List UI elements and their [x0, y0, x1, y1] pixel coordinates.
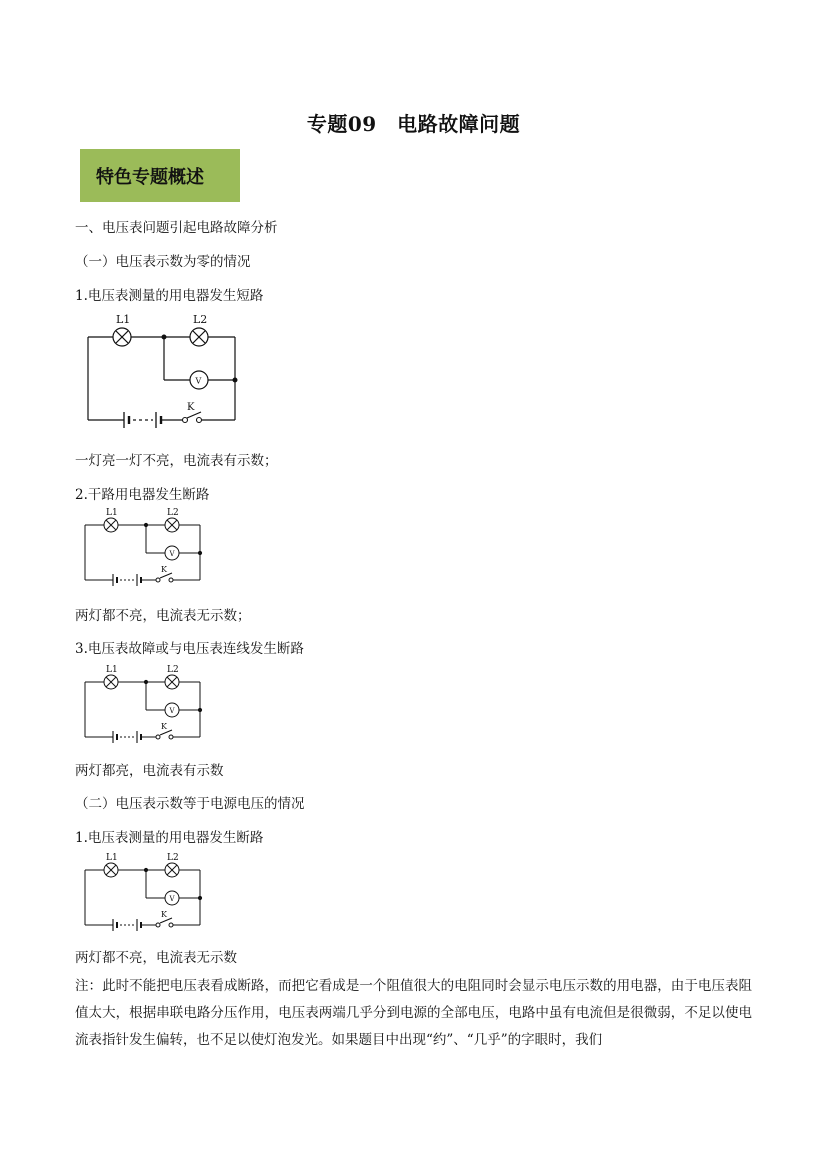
circuit-diagram-1	[78, 308, 248, 428]
circuit-diagram-3	[78, 662, 208, 742]
subheading-voltmeter-zero: （一）电压表示数为零的情况	[75, 254, 251, 270]
lamp-l1-icon	[113, 328, 131, 346]
case1-result: 一灯亮一灯不亮，电流表有示数；	[75, 453, 278, 469]
switch-icon	[183, 412, 202, 423]
page-title: 专题09 电路故障问题	[306, 112, 521, 136]
switch-label: K	[161, 565, 167, 574]
junction-dot	[144, 680, 147, 683]
subheading-voltmeter-source: （二）电压表示数等于电源电压的情况	[75, 796, 305, 812]
lamp-l2-label: L2	[167, 508, 179, 518]
battery-icon	[113, 919, 141, 931]
battery-icon	[124, 412, 161, 428]
battery-icon	[113, 731, 141, 743]
circuit-diagram-2	[78, 505, 208, 585]
case4-title: 1.电压表测量的用电器发生断路	[75, 830, 264, 846]
switch-icon	[156, 730, 173, 739]
heading-voltmeter-fault-analysis: 一、电压表问题引起电路故障分析	[75, 220, 278, 236]
lamp-l2-label: L2	[167, 853, 179, 863]
lamp-l2-icon	[165, 518, 179, 532]
note-paragraph: 注：此时不能把电压表看成断路，而把它看成是一个阻值很大的电阻同时会显示电压示数的用电器，由于电压表阻值太大，根据串联电路分压作用，电压表两端几乎分到电源的全部电压，电路中虽有电流但是很微弱，不足以使电流表指针发生偏转，也不足以使灯泡发光。如果题目中出现“约”、“几乎”的字眼时，我们	[75, 978, 752, 1048]
lamp-l1-label: L1	[106, 508, 118, 518]
junction-dot	[162, 335, 166, 339]
switch-label: K	[161, 722, 167, 731]
switch-icon	[156, 918, 173, 927]
lamp-l1-icon	[104, 863, 118, 877]
switch-label: K	[161, 910, 167, 919]
case1-title: 1.电压表测量的用电器发生短路	[75, 288, 264, 304]
circuit-diagram-4	[78, 850, 208, 930]
junction-dot	[198, 551, 201, 554]
lamp-l2-icon	[165, 675, 179, 689]
junction-dot	[144, 868, 147, 871]
switch-label: K	[187, 402, 195, 413]
section-badge	[80, 149, 240, 202]
lamp-l1-icon	[104, 518, 118, 532]
case3-result: 两灯都亮，电流表有示数	[75, 763, 224, 779]
case2-title: 2.干路用电器发生断路	[75, 487, 210, 503]
lamp-l1-label: L1	[106, 853, 118, 863]
junction-dot	[144, 523, 147, 526]
lamp-l2-icon	[165, 863, 179, 877]
lamp-l2-label: L2	[193, 313, 208, 326]
junction-dot	[233, 378, 237, 382]
voltmeter-label: V	[169, 550, 175, 558]
voltmeter-label: V	[169, 895, 175, 903]
section-badge-label: 特色专题概述	[96, 167, 204, 188]
voltmeter-label: V	[195, 376, 202, 386]
case4-result: 两灯都不亮，电流表无示数	[75, 950, 237, 966]
junction-dot	[198, 896, 201, 899]
junction-dot	[198, 708, 201, 711]
voltmeter-label: V	[169, 707, 175, 715]
lamp-l2-icon	[190, 328, 208, 346]
lamp-l1-label: L1	[116, 313, 131, 326]
battery-icon	[113, 574, 141, 586]
lamp-l1-icon	[104, 675, 118, 689]
case2-result: 两灯都不亮，电流表无示数；	[75, 608, 251, 624]
case3-title: 3.电压表故障或与电压表连线发生断路	[75, 641, 304, 657]
lamp-l2-label: L2	[167, 665, 179, 675]
lamp-l1-label: L1	[106, 665, 118, 675]
switch-icon	[156, 573, 173, 582]
